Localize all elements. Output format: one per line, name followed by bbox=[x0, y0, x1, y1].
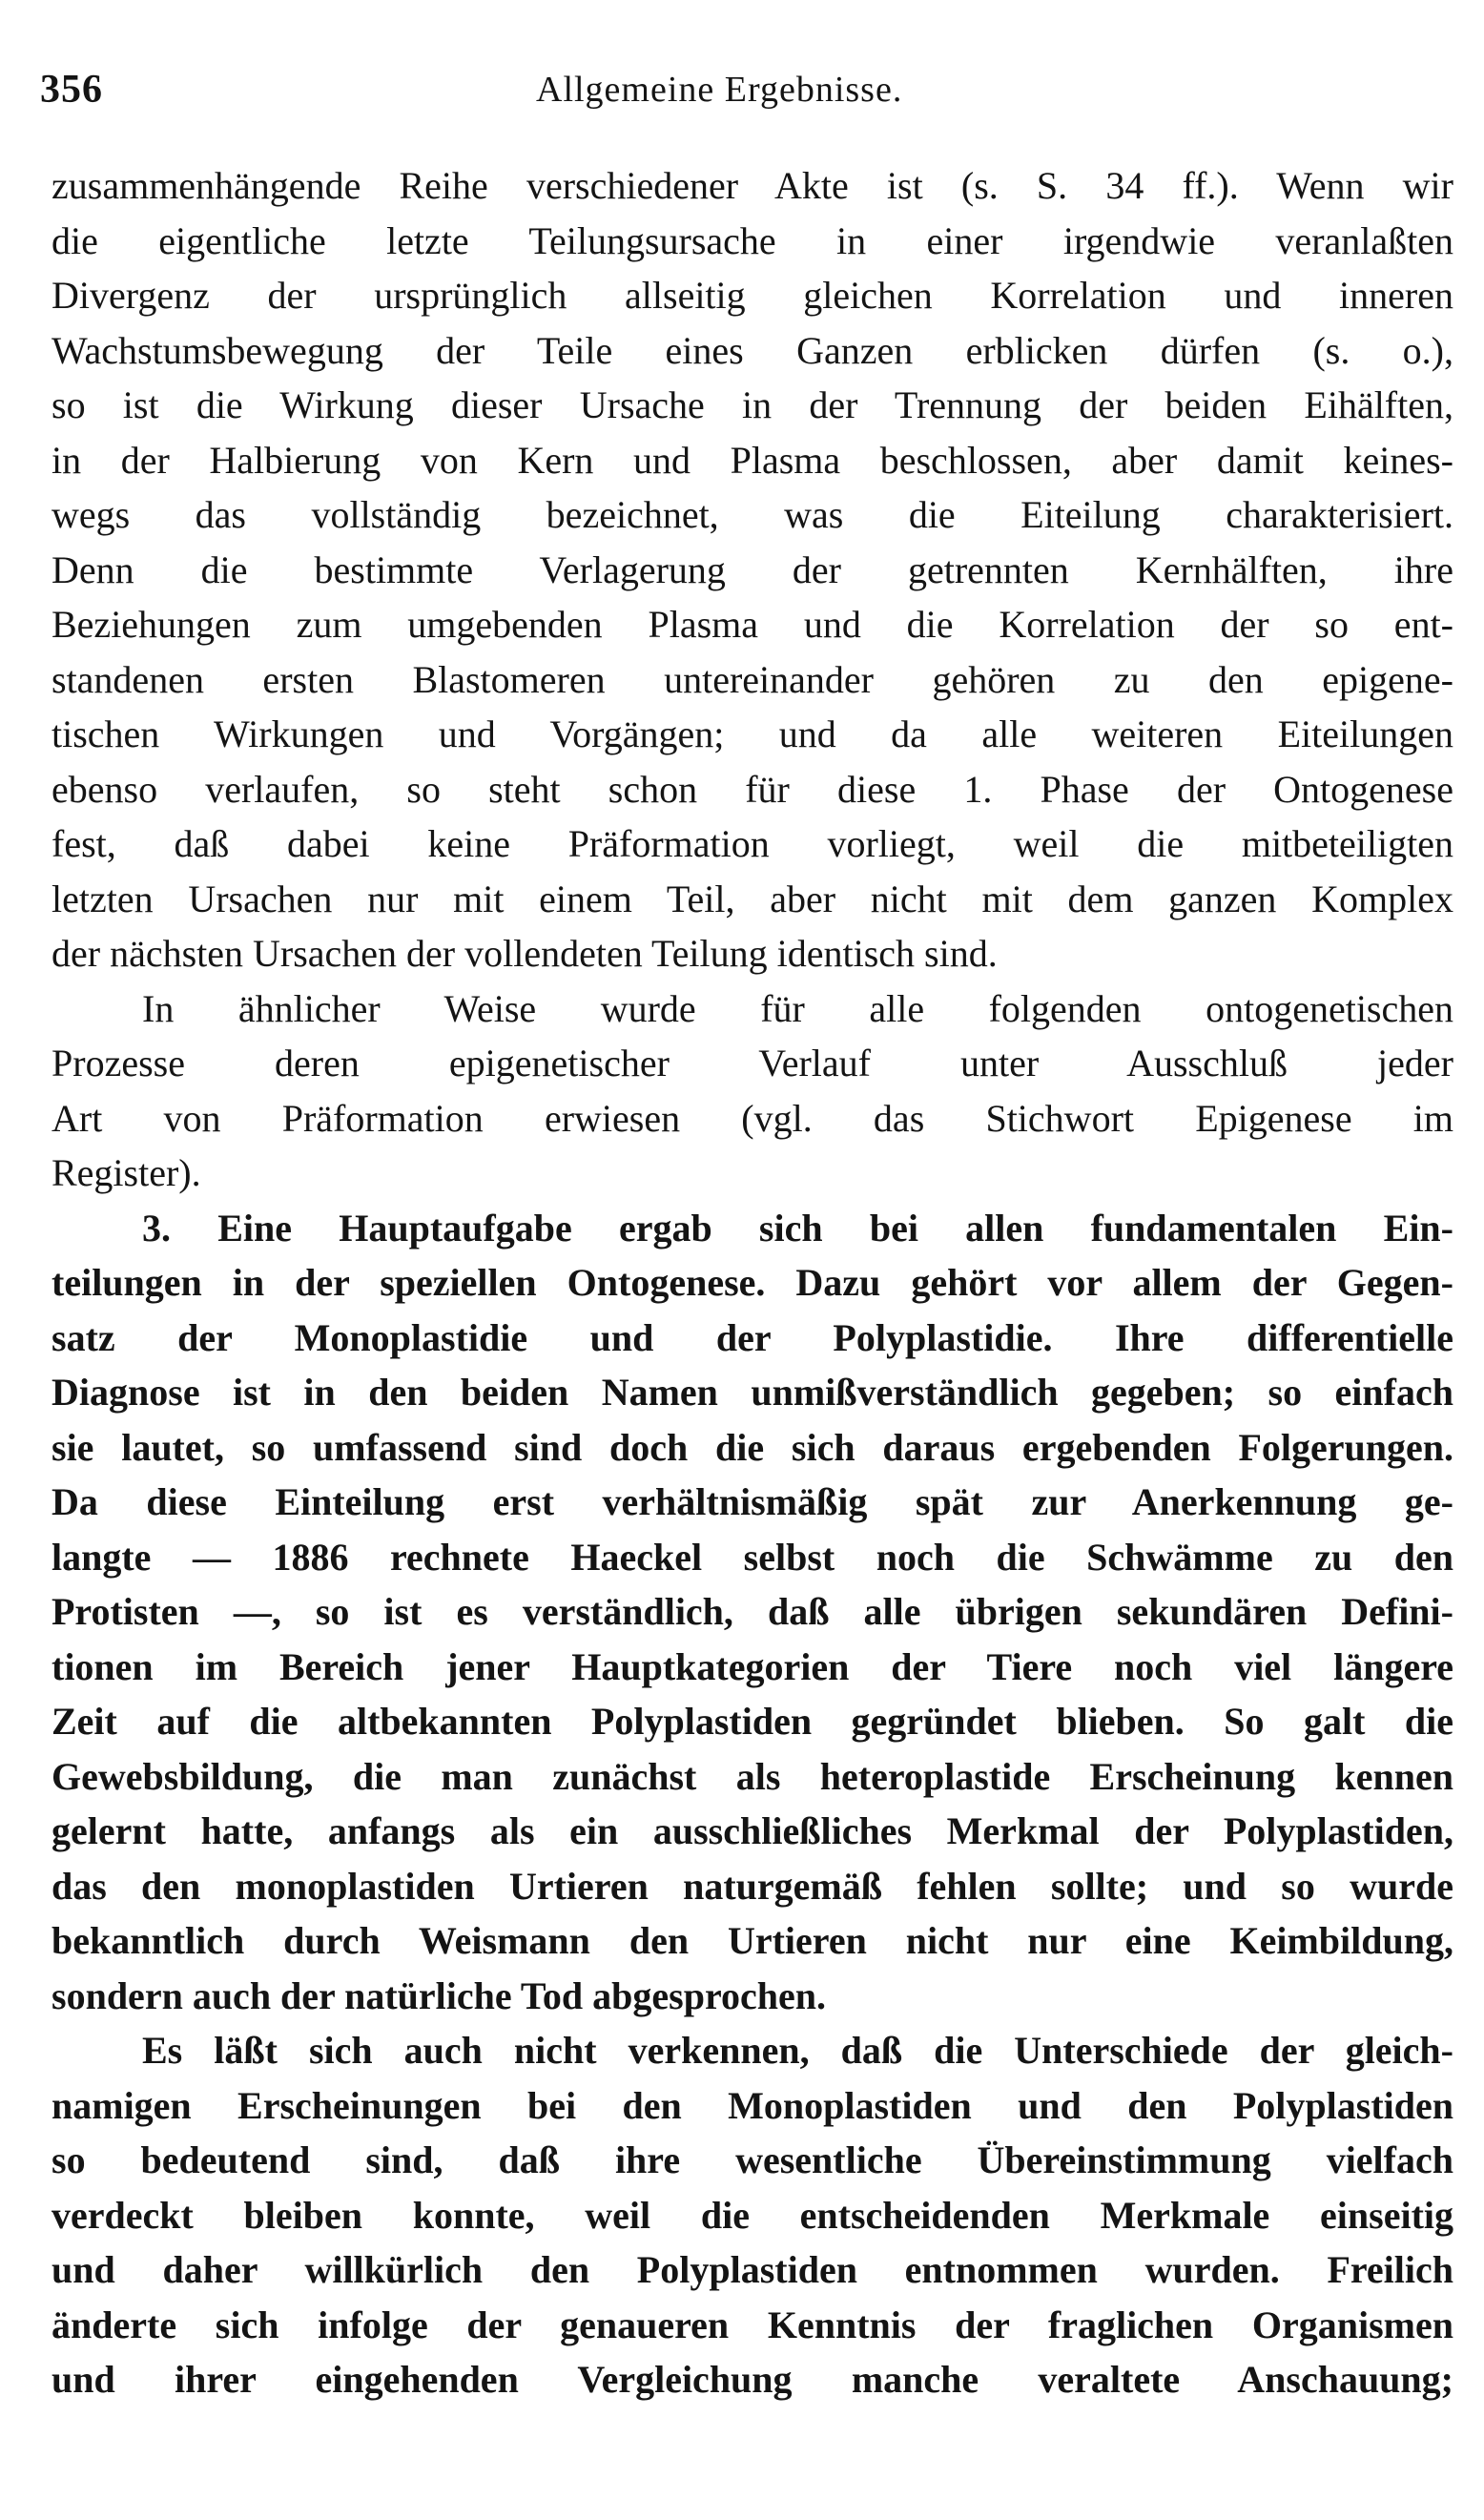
paragraph-1 bbox=[52, 158, 1453, 981]
text-line: und ihrer eingehenden Vergleichung manche veraltete Anschauung; bbox=[52, 2358, 1453, 2401]
text-line: Denn die bestimmte Verlagerung der getrennten Kernhälften, ihre bbox=[52, 547, 1453, 591]
text-line: 3. Eine Hauptaufgabe ergab sich bei allen fundamentalen Ein- bbox=[142, 1206, 1453, 1250]
paragraph-4 bbox=[52, 2023, 1453, 2407]
text-line: ebenso verlaufen, so steht schon für diese 1. Phase der Ontogenese bbox=[52, 767, 1453, 811]
text-line: und daher willkürlich den Polyplastiden entnommen wurden. Freilich bbox=[52, 2248, 1453, 2291]
paragraph-3 bbox=[52, 1201, 1453, 2024]
text-line: tischen Wirkungen und Vorgängen; und da alle weiteren Eiteilungen bbox=[52, 713, 1453, 755]
text-line: Diagnose ist in den beiden Namen unmißverständlich gegeben; so einfach bbox=[52, 1371, 1453, 1414]
text-line: Beziehungen zum umgebenden Plasma und die Korrelation der so ent- bbox=[52, 603, 1453, 646]
text-line: namigen Erscheinungen bei den Monoplastiden und den Polyplastiden bbox=[52, 2083, 1453, 2127]
text-line: standenen ersten Blastomeren untereinander gehören zu den epigene- bbox=[52, 657, 1453, 701]
text-line: zusammenhängende Reihe verschiedener Akte ist (s. S. 34 ff.). Wenn wir bbox=[52, 164, 1453, 207]
text-line: teilungen in der speziellen Ontogenese. Dazu gehört vor allem der Gegen- bbox=[52, 1261, 1453, 1304]
text-line: Divergenz der ursprünglich allseitig gleichen Korrelation und inneren bbox=[52, 274, 1453, 317]
text-line: Register). bbox=[52, 1151, 201, 1194]
text-line: tionen im Bereich jener Hauptkategorien der Tiere noch viel längere bbox=[52, 1644, 1453, 1688]
text-line: Zeit auf die altbekannten Polyplastiden gegründet blieben. So galt die bbox=[52, 1700, 1453, 1743]
running-head: Allgemeine Ergebnisse. bbox=[536, 70, 903, 110]
text-line: gelernt hatte, anfangs als ein ausschließliches Merkmal der Polyplastiden, bbox=[52, 1809, 1453, 1852]
text-line: langte — 1886 rechnete Haeckel selbst noch die Schwämme zu den bbox=[52, 1535, 1453, 1579]
text-line: der nächsten Ursachen der vollendeten Teilung identisch sind. bbox=[52, 932, 998, 975]
text-line: die eigentliche letzte Teilungsursache in einer irgendwie veranlaßten bbox=[52, 218, 1453, 262]
text-line: Protisten —, so ist es verständlich, daß alle übrigen sekundären Defini- bbox=[52, 1590, 1453, 1633]
text-line: fest, daß dabei keine Präformation vorliegt, weil die mitbeteiligten bbox=[52, 822, 1453, 865]
text-line: in der Halbierung von Kern und Plasma beschlossen, aber damit keines- bbox=[52, 438, 1453, 482]
text-line: bekanntlich durch Weismann den Urtieren nicht nur eine Keimbildung, bbox=[52, 1919, 1453, 1962]
page-header bbox=[40, 67, 1394, 124]
text-line: letzten Ursachen nur mit einem Teil, aber nicht mit dem ganzen Komplex bbox=[52, 877, 1453, 920]
text-line: Wachstumsbewegung der Teile eines Ganzen erblicken dürfen (s. o.), bbox=[52, 328, 1453, 372]
text-line: satz der Monoplastidie und der Polyplastidie. Ihre differentielle bbox=[52, 1315, 1453, 1359]
text-line: Prozesse deren epigenetischer Verlauf unter Ausschluß jeder bbox=[52, 1042, 1453, 1084]
text-line: Da diese Einteilung erst verhältnismäßig spät zur Anerkennung ge- bbox=[52, 1480, 1453, 1523]
text-line: so bedeutend sind, daß ihre wesentliche Übereinstimmung vielfach bbox=[52, 2138, 1453, 2181]
text-line: verdeckt bleiben konnte, weil die entscheidenden Merkmale einseitig bbox=[52, 2193, 1453, 2237]
text-line: das den monoplastiden Urtieren naturgemäß fehlen sollte; und so wurde bbox=[52, 1864, 1453, 1908]
body-text bbox=[52, 158, 1453, 2407]
text-line: Gewebsbildung, die man zunächst als heteroplastide Erscheinung kennen bbox=[52, 1754, 1453, 1798]
text-line: Es läßt sich auch nicht verkennen, daß die Unterschiede der gleich- bbox=[142, 2029, 1453, 2072]
text-line: Art von Präformation erwiesen (vgl. das Stichwort Epigenese im bbox=[52, 1096, 1453, 1140]
text-line: so ist die Wirkung dieser Ursache in der Trennung der beiden Eihälften, bbox=[52, 383, 1453, 426]
text-line: In ähnlicher Weise wurde für alle folgenden ontogenetischen bbox=[142, 986, 1453, 1030]
text-line: änderte sich infolge der genaueren Kenntnis der fraglichen Organismen bbox=[52, 2303, 1453, 2346]
text-line: wegs das vollständig bezeichnet, was die Eiteilung charakterisiert. bbox=[52, 493, 1453, 536]
page-number: 356 bbox=[40, 68, 103, 112]
paragraph-2 bbox=[52, 981, 1453, 1201]
text-line: sie lautet, so umfassend sind doch die sich daraus ergebenden Folgerungen. bbox=[52, 1425, 1453, 1469]
text-line: sondern auch der natürliche Tod abgesprochen. bbox=[52, 1973, 827, 2017]
